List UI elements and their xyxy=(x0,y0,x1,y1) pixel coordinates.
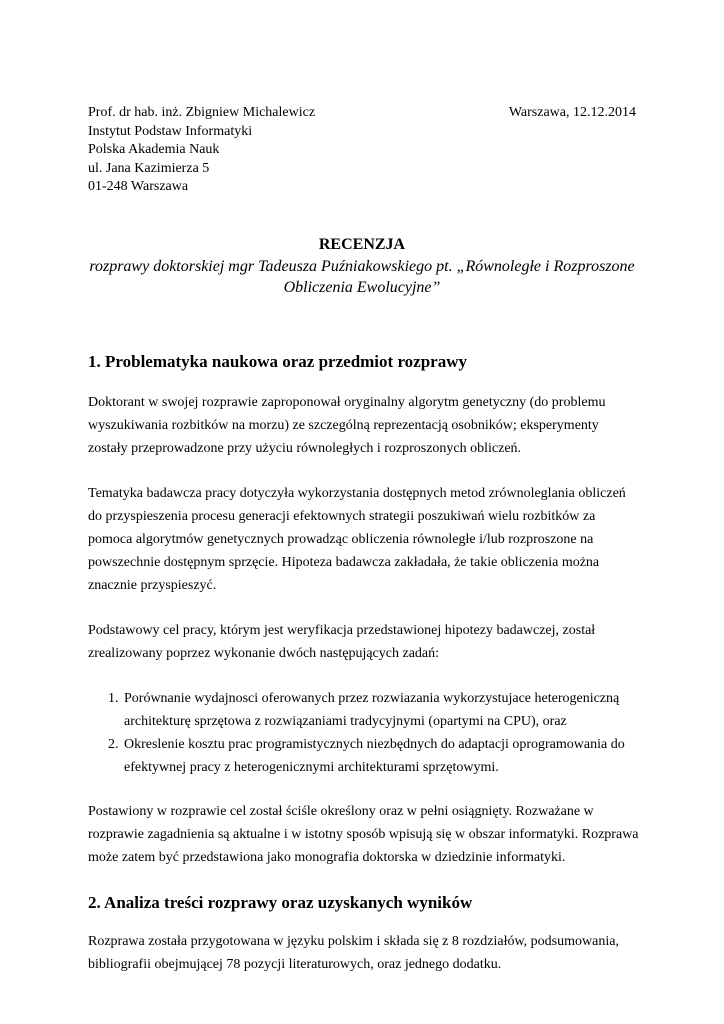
document-subtitle: rozprawy doktorskiej mgr Tadeusza Puźniakowskiego pt. „Równoległe i Rozproszone Obliczenia Ewolucyjne” xyxy=(89,258,635,296)
letter-header xyxy=(88,104,636,197)
section-1-closing: Postawiony w rozprawie cel został ściśle określony oraz w pełni osiągnięty. Rozważane w rozprawie zagadnienia są aktualne i w istotny sposób wpisują się w obszar informatyki. Rozprawa może zatem być przedstawiona jako monografia doktorska w dziedzinie informatyki. xyxy=(88,804,639,865)
section-1-paragraph: Doktorant w swojej rozprawie zaproponował oryginalny algorytm genetyczny (do problemu wyszukiwania rozbitków na morzu) ze szczególną reprezentacją osobników; eksperymenty zostały przeprowadzone przy użyciu równoległych i rozproszonych obliczeń. xyxy=(88,395,606,456)
section-1-heading: 1. Problematyka naukowa oraz przedmiot rozprawy xyxy=(88,352,468,371)
document-title: RECENZJA xyxy=(318,236,406,253)
section-2-paragraph: Rozprawa została przygotowana w języku polskim i składa się z 8 rozdziałów, podsumowania, bibliografii obejmującej 78 pozycji literaturowych, oraz jednego dodatku. xyxy=(88,934,619,972)
sender-city: 01-248 Warszawa xyxy=(88,179,189,194)
list-item-number: 2. xyxy=(108,737,119,752)
task-list xyxy=(88,687,640,779)
sender-institute: Instytut Podstaw Informatyki xyxy=(88,123,253,139)
list-item-number: 1. xyxy=(108,691,119,706)
list-item xyxy=(88,733,640,779)
document-body xyxy=(88,350,640,976)
sender-name: Prof. dr hab. inż. Zbigniew Michalewicz xyxy=(88,105,316,120)
section-2-heading: 2. Analiza treści rozprawy oraz uzyskanych wyników xyxy=(88,893,473,912)
section-1-paragraph: Podstawowy cel pracy, którym jest weryfikacja przedstawionej hipotezy badawczej, został zrealizowany poprzez wykonanie dwóch następujących zadań: xyxy=(88,623,596,661)
sender-street: ul. Jana Kazimierza 5 xyxy=(88,160,210,176)
title-block xyxy=(88,234,636,298)
list-item-text: Okreslenie kosztu prac programistycznych niezbędnych do adaptacji oprogramowania do efektywnej pracy z heterogenicznymi architekturami sprzętowymi. xyxy=(124,737,625,775)
list-item xyxy=(88,687,640,733)
list-item-text: Porównanie wydajnosci oferowanych przez rozwiazania wykorzystujace heterogeniczną architekturę sprzętowa z rozwiązaniami tradycyjnymi (opartymi na CPU), oraz xyxy=(124,691,620,729)
sender-academy: Polska Akademia Nauk xyxy=(88,142,220,157)
section-1-paragraph: Tematyka badawcza pracy dotyczyła wykorzystania dostępnych metod zrównoleglania obliczeń do przyspieszenia procesu generacji efektownych strategii poszukiwań wielu rozbitków za pomoca algorytmów genetycznych prowadząc obliczenia równoległe i/lub rozproszone na powszechnie dostępnym sprzęcie. Hipoteza badawcza zakładała, że takie obliczenia można znacznie przyspieszyć. xyxy=(88,486,626,593)
place-date: Warszawa, 12.12.2014 xyxy=(508,105,636,120)
